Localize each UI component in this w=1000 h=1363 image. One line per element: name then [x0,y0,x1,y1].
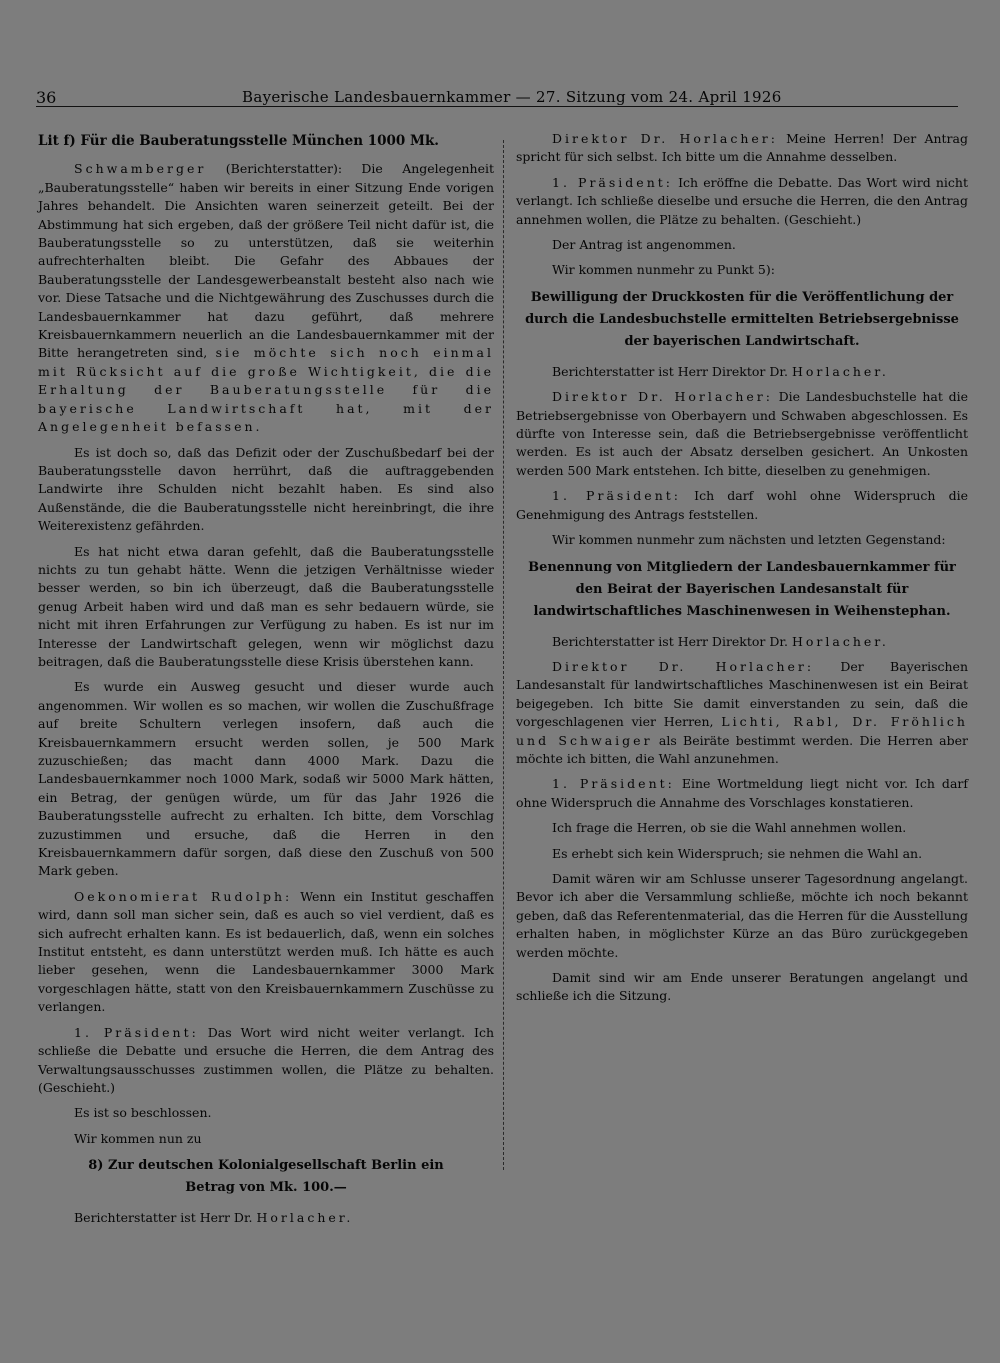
running-title: Bayerische Landesbauernkammer — 27. Sitzung vom 24. April 1926 [242,88,782,106]
paragraph: Wir kommen nunmehr zu Punkt 5): [552,262,775,278]
section-heading: Lit f) Für die Bauberatungsstelle München 1000 Mk. [38,133,440,149]
paragraph: Direktor Dr. Horlacher: Die Landesbuchstelle hat die Betriebsergebnisse von Oberbayern und Schwaben abgeschlossen. Es dürfte von Interesse sein, daß die Betriebsergebnisse veröffentlicht werden. Es ist auch der Absatz derselben gesichert. An Unkosten werden 500 Mark entstehen. Ich bitte, dieselben zu genehmigen. [516,389,968,478]
paragraph: Es ist doch so, daß das Defizit oder der Zuschußbedarf bei der Bauberatungsstelle davon herrührt, daß die auftraggebenden Landwirte ihre Schulden nicht bezahlt haben. Es sind also Außenstände, die die Bauberatungsstelle nicht hereinbringt, die ihre Weiterexistenz gefährden. [38,444,494,534]
paragraph: Direktor Dr. Horlacher: Der Bayerischen Landesanstalt für landwirtschaftliches Maschinenwesen ist ein Beirat beigegeben. Ich bitte Sie damit einverstanden zu sein, daß die vorgeschlagenen vier Herren, Lichti, Rabl, Dr. Fröhlich und Schwaiger als Beiräte bestimmt werden. Die Herren aber möchte ich bitten, die Wahl anzunehmen. [516,658,969,766]
paragraph: Es wurde ein Ausweg gesucht und dieser wurde auch angenommen. Wir wollen es so machen, wir wollen die Zuschußfrage auf breite Schultern verlegen insofern, daß auch die Kreisbauernkammern ersucht werden sollen, je 500 Mark zuzuschießen; das macht dann 4000 Mark. Dazu die Landesbauernkammer noch 1000 Mark, sodaß wir 5000 Mark hätten, ein Betrag, der genügen würde, um für das Jahr 1926 die Bauberatungsstelle aufrecht zu erhalten. Ich bitte, dem Vorschlag zuzustimmen und ersuche, daß die Herren in den Kreisbauernkammern dafür sorgen, daß diese den Zuschuß von 500 Mark geben. [38,679,494,879]
paragraph: Wir kommen nunmehr zum nächsten und letzten Gegenstand: [552,532,946,548]
speaker-name: Horlacher. [256,1210,354,1226]
paragraph: Damit wären wir am Schlusse unserer Tagesordnung angelangt. Bevor ich aber die Versammlung schließe, möchte ich noch bekannt geben, daß das Referentenmaterial, das die Herren für die Ausstellung erhalten haben, in möglichster Kürze an das Büro zurückgegeben werden möchte. [516,870,968,960]
spaced-names: Lichti, Rabl, Dr. Fröhlich und Schwaiger [516,714,968,748]
speaker-name: 1. Präsident: [552,488,681,504]
paragraph: Schwamberger (Berichterstatter): Die Angelegenheit „Bauberatungsstelle“ haben wir bereits in einer Sitzung Ende vorigen Jahres behandelt. Die Ansichten waren seinerzeit geteilt. Bei der Abstimmung hat sich ergeben, daß der größere Teil nicht dafür ist, die Bauberatungsstelle so zu unterstützen, daß sie weiterhin aufrechterhalten bleibt. Die Gefahr des Abbaues der Bauberatungsstelle der Landesgewerbeanstalt besteht also nach wie vor. Diese Tatsache und die Nichtgewährung des Zuschusses durch die Landesbauernkammer hat dazu geführt, daß mehrere Kreisbauernkammern neuerlich an die Landesbauernkammer mit der Bitte herangetreten sind, sie möchte sich noch einmal mit Rücksicht auf die große Wichtigkeit, die die Erhaltung der Bauberatungsstelle für die bayerische Landwirtschaft hat, mit der Angelegenheit befassen. [38,161,494,435]
right-column [516,130,968,1013]
agenda-item-heading: Benennung von Mitgliedern der Landesbauernkammer für den Beirat der Bayerischen Landesanstalt für landwirtschaftliches Maschinenwesen in Weihenstephan. [528,559,956,619]
paragraph: 1. Präsident: Das Wort wird nicht weiter verlangt. Ich schließe die Debatte und ersuche die Herren, die dem Antrag des Verwaltungsausschusses zustimmen wollen, die Plätze zu behalten. (Geschieht.) [38,1024,495,1095]
speaker-name: Schwamberger [74,161,207,177]
header-rule [36,106,958,107]
speaker-name: 1. Präsident: [552,776,675,792]
agenda-item-heading: 8) Zur deutschen Kolonialgesellschaft Berlin ein Betrag von Mk. 100.— [88,1158,444,1196]
paragraph: Berichterstatter ist Herr Dr. Horlacher. [74,1210,354,1226]
paragraph: Wir kommen nun zu [74,1130,202,1146]
agenda-item-heading: Bewilligung der Druckkosten für die Veröffentlichung der durch die Landesbuchstelle ermittelten Betriebsergebnisse der bayerischen Landwirtschaft. [525,289,959,349]
speaker-name: Direktor Dr. Horlacher: [552,389,773,405]
paragraph: 1. Präsident: Ich eröffne die Debatte. Das Wort wird nicht verlangt. Ich schließe dieselbe und ersuche die Herren, die den Antrag annehmen wollen, die Plätze zu behalten. (Geschieht.) [516,174,968,227]
paragraph: Direktor Dr. Horlacher: Meine Herren! Der Antrag spricht für sich selbst. Ich bitte um die Annahme desselben. [516,131,968,165]
spaced-emphasis: sie möchte sich noch einmal mit Rücksicht auf die große Wichtigkeit, die die Erhaltung der Bauberatungsstelle für die bayerische Landwirtschaft hat, mit der Angelegenheit befassen. [38,345,494,435]
paragraph: Berichterstatter ist Herr Direktor Dr. Horlacher. [552,633,889,649]
speaker-name: 1. Präsident: [74,1024,199,1040]
speaker-name: Horlacher. [791,363,889,379]
paragraph: Berichterstatter ist Herr Direktor Dr. Horlacher. [552,363,889,379]
paragraph: Es ist so beschlossen. [74,1105,212,1121]
paragraph: Oekonomierat Rudolph: Wenn ein Institut geschaffen wird, dann soll man sicher sein, daß es auch so viel verdient, daß es sich aufrecht erhalten kann. Es ist bedauerlich, daß, wenn ein solches Institut entsteht, es dann unterstützt werden muß. Ich hätte es auch lieber gesehen, wenn die Landesbauernkammer 3000 Mark vorgeschlagen hätte, statt von den Kreisbauernkammern Zuschüsse zu verlangen. [38,888,494,1015]
speaker-name: Direktor Dr. Horlacher: [552,131,778,146]
paragraph: Der Antrag ist angenommen. [552,237,736,253]
speaker-name: Direktor Dr. Horlacher: [552,658,815,674]
speaker-name: Horlacher. [791,633,889,649]
paragraph: 1. Präsident: Ich darf wohl ohne Widerspruch die Genehmigung des Antrags feststellen. [516,488,968,522]
paragraph: Es erhebt sich kein Widerspruch; sie nehmen die Wahl an. [552,845,923,861]
column-divider [503,140,504,1170]
speaker-name: Oekonomierat Rudolph: [74,888,293,904]
paragraph: Ich frage die Herren, ob sie die Wahl annehmen wollen. [552,820,907,836]
page-header [36,88,958,108]
paragraph: Damit sind wir am Ende unserer Beratungen angelangt und schließe ich die Sitzung. [516,970,968,1004]
paragraph: Es hat nicht etwa daran gefehlt, daß die Bauberatungsstelle nichts zu tun gehabt hätte. Wenn die jetzigen Verhältnisse wieder besser werden, so bin ich überzeugt, daß die Bauberatungsstelle genug Arbeit haben wird und daß man es sehr bedauern würde, sie nicht mit ihren Erfahrungen zur Verfügung zu haben. Es ist nur im Interesse der Landwirtschaft gelegen, wenn wir möglichst dazu beitragen, daß die Bauberatungsstelle diese Krisis überstehen kann. [38,543,494,669]
speaker-name: 1. Präsident: [552,174,673,190]
left-column [38,130,494,1235]
paragraph: 1. Präsident: Eine Wortmeldung liegt nicht vor. Ich darf ohne Widerspruch die Annahme des Vorschlages konstatieren. [516,776,968,810]
page-number: 36 [36,88,57,107]
